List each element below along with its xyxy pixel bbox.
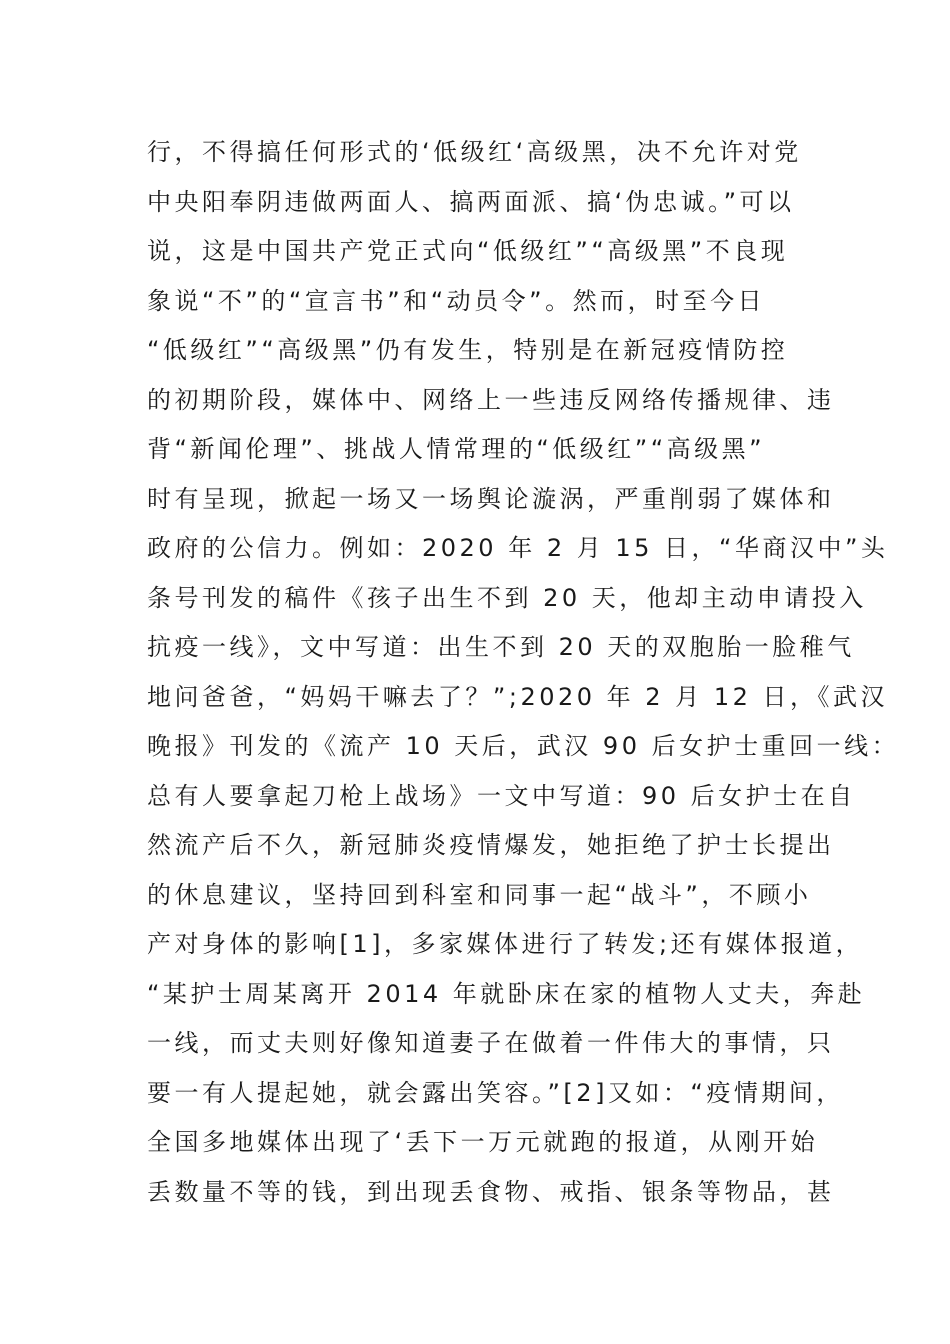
text-line-16: 的休息建议，坚持回到科室和同事一起“战斗”，不顾小: [147, 880, 812, 909]
text-line-20: 要一有人提起她，就会露出笑容。”[2]又如：“疫情期间，: [147, 1078, 844, 1107]
body-paragraph: [147, 128, 900, 1217]
text-line-14: 总有人要拿起刀枪上战场》一文中写道：90 后女护士在自: [147, 781, 856, 810]
text-line-22: 丢数量不等的钱，到出现丢食物、戒指、银条等物品，甚: [147, 1177, 835, 1206]
text-line-1: 行，不得搞任何形式的‘低级红‘高级黑，决不允许对党: [147, 138, 802, 166]
text-line-21: 全国多地媒体出现了‘丢下一万元就跑的报道，从刚开始: [147, 1128, 819, 1156]
text-line-9: 政府的公信力。例如：2020 年 2 月 15 日，“华商汉中”头: [147, 534, 889, 562]
text-line-15: 然流产后不久，新冠肺炎疫情爆发，她拒绝了护士长提出: [147, 831, 835, 859]
text-line-12: 地问爸爸，“妈妈干嘛去了？”;2020 年 2 月 12 日，《武汉: [147, 682, 888, 711]
text-line-8: 时有呈现，掀起一场又一场舆论漩涡，严重削弱了媒体和: [147, 484, 835, 513]
text-line-19: 一线，而丈夫则好像知道妻子在做着一件伟大的事情，只: [147, 1029, 835, 1057]
text-line-3: 说，这是中国共产党正式向“低级红”“高级黑”不良现: [147, 237, 789, 265]
text-line-7: 背“新闻伦理”、挑战人情常理的“低级红”“高级黑”: [147, 435, 766, 463]
text-line-2: 中央阳奉阴违做两面人、搞两面派、搞‘伪忠诚。”可以: [147, 187, 795, 216]
text-line-4: 象说“不”的“宣言书”和“动员令”。然而，时至今日: [147, 286, 766, 315]
text-line-13: 晚报》刊发的《流产 10 天后，武汉 90 后女护士重回一线：: [147, 732, 900, 760]
text-line-11: 抗疫一线》，文中写道：出生不到 20 天的双胞胎一脸稚气: [147, 633, 855, 661]
text-line-6: 的初期阶段，媒体中、网络上一些违反网络传播规律、违: [147, 385, 835, 414]
text-line-18: “某护士周某离开 2014 年就卧床在家的植物人丈夫，奔赴: [147, 979, 866, 1008]
text-line-5: “低级红”“高级黑”仍有发生，特别是在新冠疫情防控: [147, 336, 789, 364]
text-line-17: 产对身体的影响[1]，多家媒体进行了转发;还有媒体报道，: [147, 930, 864, 958]
text-line-10: 条号刊发的稿件《孩子出生不到 20 天，他却主动申请投入: [147, 583, 867, 612]
